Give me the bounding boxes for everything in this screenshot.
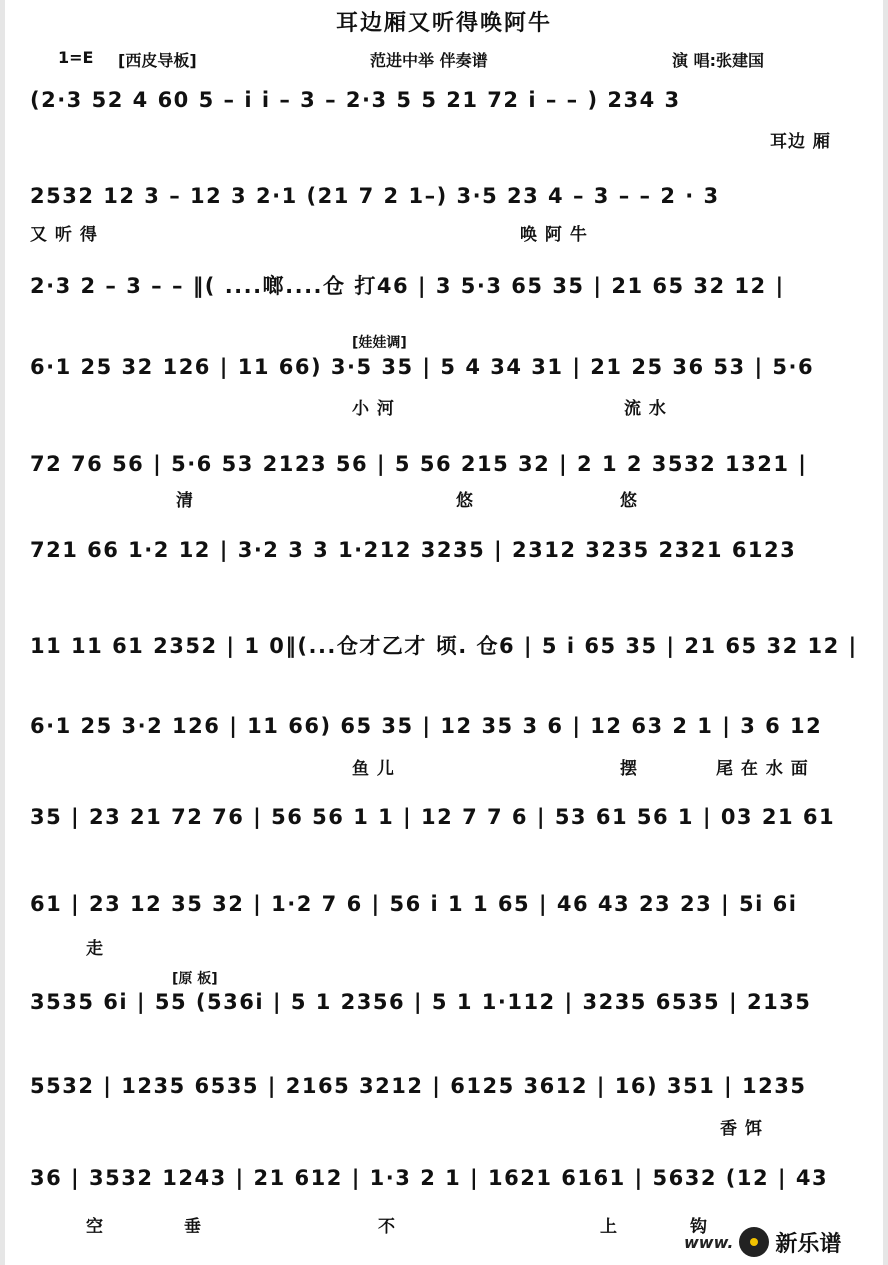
notation-line-10: 61 | 23 12 35 32 | 1·2 7 6 | 56 i 1 1 65 | 46 43 23 23 | 5i 6i — [30, 892, 798, 916]
lyric-erbianxiang: 耳边 厢 — [770, 132, 831, 152]
mode-label: [西皮导板] — [118, 51, 197, 70]
score-subtitle: 范进中举 伴奏谱 — [370, 51, 488, 70]
notation-line-3: 2·3 2 – 3 – – ‖( ....啷....仓 打46 | 3 5·3 65 35 | 21 65 32 12 | — [30, 274, 785, 298]
notation-line-1: (2·3 52 4 60 5 – i i – 3 – 2·3 5 5 21 72 i – – ) 234 3 — [30, 88, 681, 112]
watermark — [684, 1220, 884, 1264]
lyric-liushui: 流 水 — [624, 399, 667, 419]
watermark-name: 新乐谱 — [775, 1231, 842, 1257]
lyric-you-2: 悠 — [620, 491, 638, 511]
lyric-shang: 上 — [600, 1217, 618, 1237]
lyric-huananiu: 唤 阿 牛 — [520, 225, 588, 245]
notation-line-7: 11 11 61 2352 | 1 0‖(...仓才乙才 顷. 仓6 | 5 i 65 35 | 21 65 32 12 | — [30, 634, 858, 658]
lyric-youtingde: 又 听 得 — [30, 225, 98, 245]
notation-line-6: 721 66 1·2 12 | 3·2 3 3 1·212 3235 | 2312 3235 2321 6123 — [30, 538, 797, 562]
notation-line-2: 2532 12 3 – 12 3 2·1 (21 7 2 1–) 3·5 23 4 – 3 – – 2 · 3 — [30, 184, 720, 208]
key-signature: 1=E — [58, 48, 94, 67]
notation-line-13: 36 | 3532 1243 | 21 612 | 1·3 2 1 | 1621 6161 | 5632 (12 | 43 — [30, 1166, 829, 1190]
lyric-bu: 不 — [378, 1217, 396, 1237]
lyric-gou: 钩 — [690, 1217, 708, 1237]
left-border — [0, 0, 5, 1265]
lyric-bai: 摆 — [620, 759, 638, 779]
lyric-yuer: 鱼 儿 — [352, 759, 395, 779]
notation-line-11: 3535 6i | 55 (536i | 5 1 2356 | 5 1 1·112 | 3235 6535 | 2135 — [30, 990, 812, 1014]
section-mark-yuanban: [原 板] — [172, 971, 218, 987]
lyric-you-1: 悠 — [456, 491, 474, 511]
notation-line-9: 35 | 23 21 72 76 | 56 56 1 1 | 12 7 7 6 | 53 61 56 1 | 03 21 61 — [30, 805, 836, 829]
watermark-url: www. — [684, 1232, 734, 1252]
lyric-kong: 空 — [86, 1217, 104, 1237]
lyric-qing: 清 — [176, 491, 194, 511]
right-border — [883, 0, 888, 1265]
music-disc-icon — [739, 1227, 769, 1257]
lyric-xiaohe: 小 河 — [352, 399, 395, 419]
singer-credit: 演 唱:张建国 — [672, 51, 764, 70]
notation-line-5: 72 76 56 | 5·6 53 2123 56 | 5 56 215 32 | 2 1 2 3532 1321 | — [30, 452, 808, 476]
song-title: 耳边厢又听得唤阿牛 — [335, 11, 552, 36]
lyric-chui: 垂 — [184, 1217, 202, 1237]
section-mark-wawa: [娃娃调] — [352, 335, 407, 351]
lyric-weizaishuimian: 尾 在 水 面 — [716, 759, 809, 779]
notation-line-4: 6·1 25 32 126 | 11 66) 3·5 35 | 5 4 34 31 | 21 25 36 53 | 5·6 — [30, 355, 815, 379]
notation-line-12: 5532 | 1235 6535 | 2165 3212 | 6125 3612 | 16) 351 | 1235 — [30, 1074, 807, 1098]
lyric-xianger: 香 饵 — [720, 1119, 763, 1139]
notation-line-8: 6·1 25 3·2 126 | 11 66) 65 35 | 12 35 3 6 | 12 63 2 1 | 3 6 12 — [30, 714, 823, 738]
lyric-zou: 走 — [86, 939, 104, 959]
